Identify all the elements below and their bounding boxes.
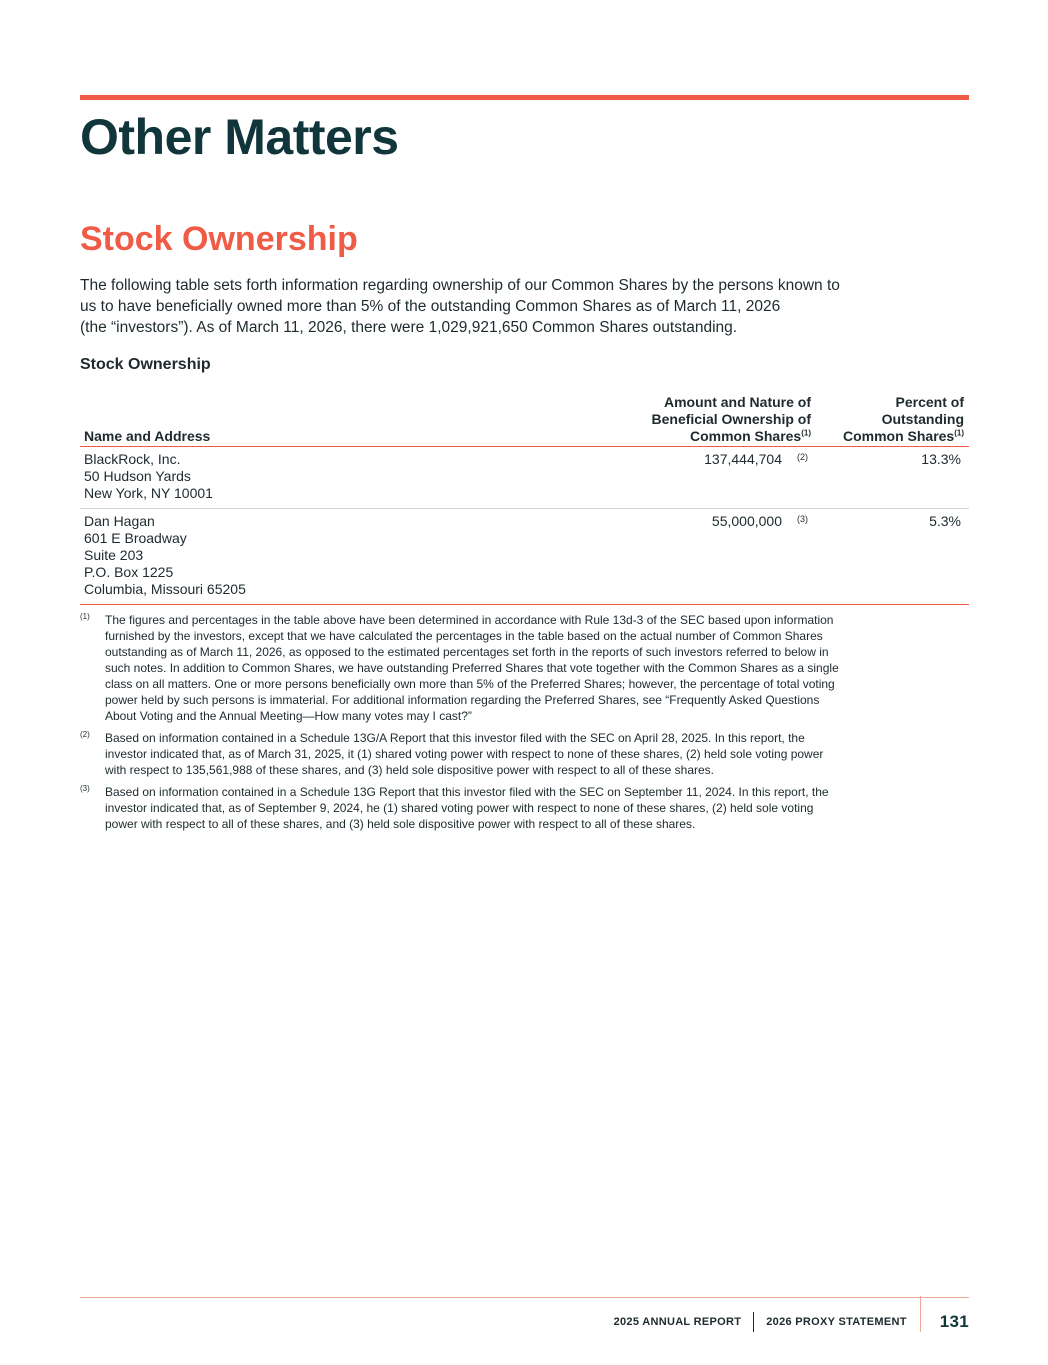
table-title: Stock Ownership xyxy=(80,356,211,373)
footnote-ref: (2) xyxy=(797,452,808,462)
footnote-ref: (1) xyxy=(801,428,811,438)
footnote-ref: (3) xyxy=(797,514,808,524)
footer-report-label: 2025 ANNUAL REPORT xyxy=(613,1316,742,1328)
intro-line: us to have beneficially owned more than 5% of the outstanding Common Shares as of March 11, 2026 xyxy=(80,298,781,315)
stock-ownership-table xyxy=(80,393,969,605)
footer-proxy-label: 2026 PROXY STATEMENT xyxy=(766,1316,907,1328)
top-accent-rule xyxy=(80,95,969,100)
table-header xyxy=(80,393,969,447)
table-row xyxy=(80,447,969,509)
percent-cell: 13.3% xyxy=(921,451,961,467)
footnote-mark: (1) xyxy=(80,612,90,621)
footnote-mark: (3) xyxy=(80,784,90,793)
percent-cell: 5.3% xyxy=(929,513,961,529)
name-address-cell: Dan Hagan 601 E Broadway Suite 203 P.O. Box 1225 Columbia, Missouri 65205 xyxy=(84,513,246,597)
page-footer xyxy=(614,1310,969,1334)
intro-line: The following table sets forth information regarding ownership of our Common Shares by the persons known to xyxy=(80,277,840,294)
header-name-address: Name and Address xyxy=(84,428,211,444)
page-title: Other Matters xyxy=(80,109,399,165)
table-row xyxy=(80,509,969,605)
footnotes xyxy=(80,612,969,838)
amount-cell: 137,444,704 xyxy=(704,451,782,467)
footer-divider xyxy=(753,1312,754,1332)
intro-line: (the “investors”). As of March 11, 2026, there were 1,029,921,650 Common Shares outstanding. xyxy=(80,319,738,336)
intro-paragraph xyxy=(80,275,970,338)
footer-divider xyxy=(920,1296,921,1332)
header-amount: Amount and Nature of Beneficial Ownership of Common Shares$^{(1)}$ xyxy=(651,394,811,444)
header-percent: Percent of Outstanding Common Shares$^{(1)}$ xyxy=(842,394,964,444)
footnote-ref: (1) xyxy=(954,428,964,438)
footnote-mark: (2) xyxy=(80,730,90,739)
footer-rule xyxy=(80,1297,969,1298)
amount-cell: 55,000,000 xyxy=(711,513,782,529)
footnote-3: (3) Based on information contained in a Schedule 13G Report that this investor filed with the SEC on September 11, 2024. In this report, the investor indicated that, as of September 9, 2024, he (1) shared voting power with respect to none of these shares, (2) held sole voting power with respect to all of these shares, and (3) held sole dispositive power with respect to all of these shares. xyxy=(80,784,829,831)
footnote-1: (1) The figures and percentages in the table above have been determined in accordance with Rule 13d-3 of the SEC based upon information furnished by the investors, except that we have calculated the percentages in the table based on the actual number of Common Shares outstanding as of March 11, 2026, as opposed to the estimated percentages set forth in the reports of such investors referred to below in such notes. In addition to Common Shares, we have outstanding Preferred Shares that vote together with the Common Shares as a single class on all matters. One or more persons beneficially own more than 5% of the Preferred Shares; however, the percentage of total voting power held by such persons is immaterial. For additional information regarding the Preferred Shares, see “Frequently Asked Questions About Voting and the Annual Meeting—How many votes may I cast?” xyxy=(80,612,839,723)
footnote-2: (2) Based on information contained in a Schedule 13G/A Report that this investor filed with the SEC on April 28, 2025. In this report, the investor indicated that, as of March 31, 2025, it (1) shared voting power with respect to none of these shares, (2) held sole voting power with respect to 135,561,988 of these shares, and (3) held sole dispositive power with respect to all of these shares. xyxy=(80,730,824,777)
section-heading: Stock Ownership xyxy=(80,220,358,258)
page-number: 131 xyxy=(939,1312,969,1331)
name-address-cell: BlackRock, Inc. 50 Hudson Yards New York, NY 10001 xyxy=(84,451,213,501)
